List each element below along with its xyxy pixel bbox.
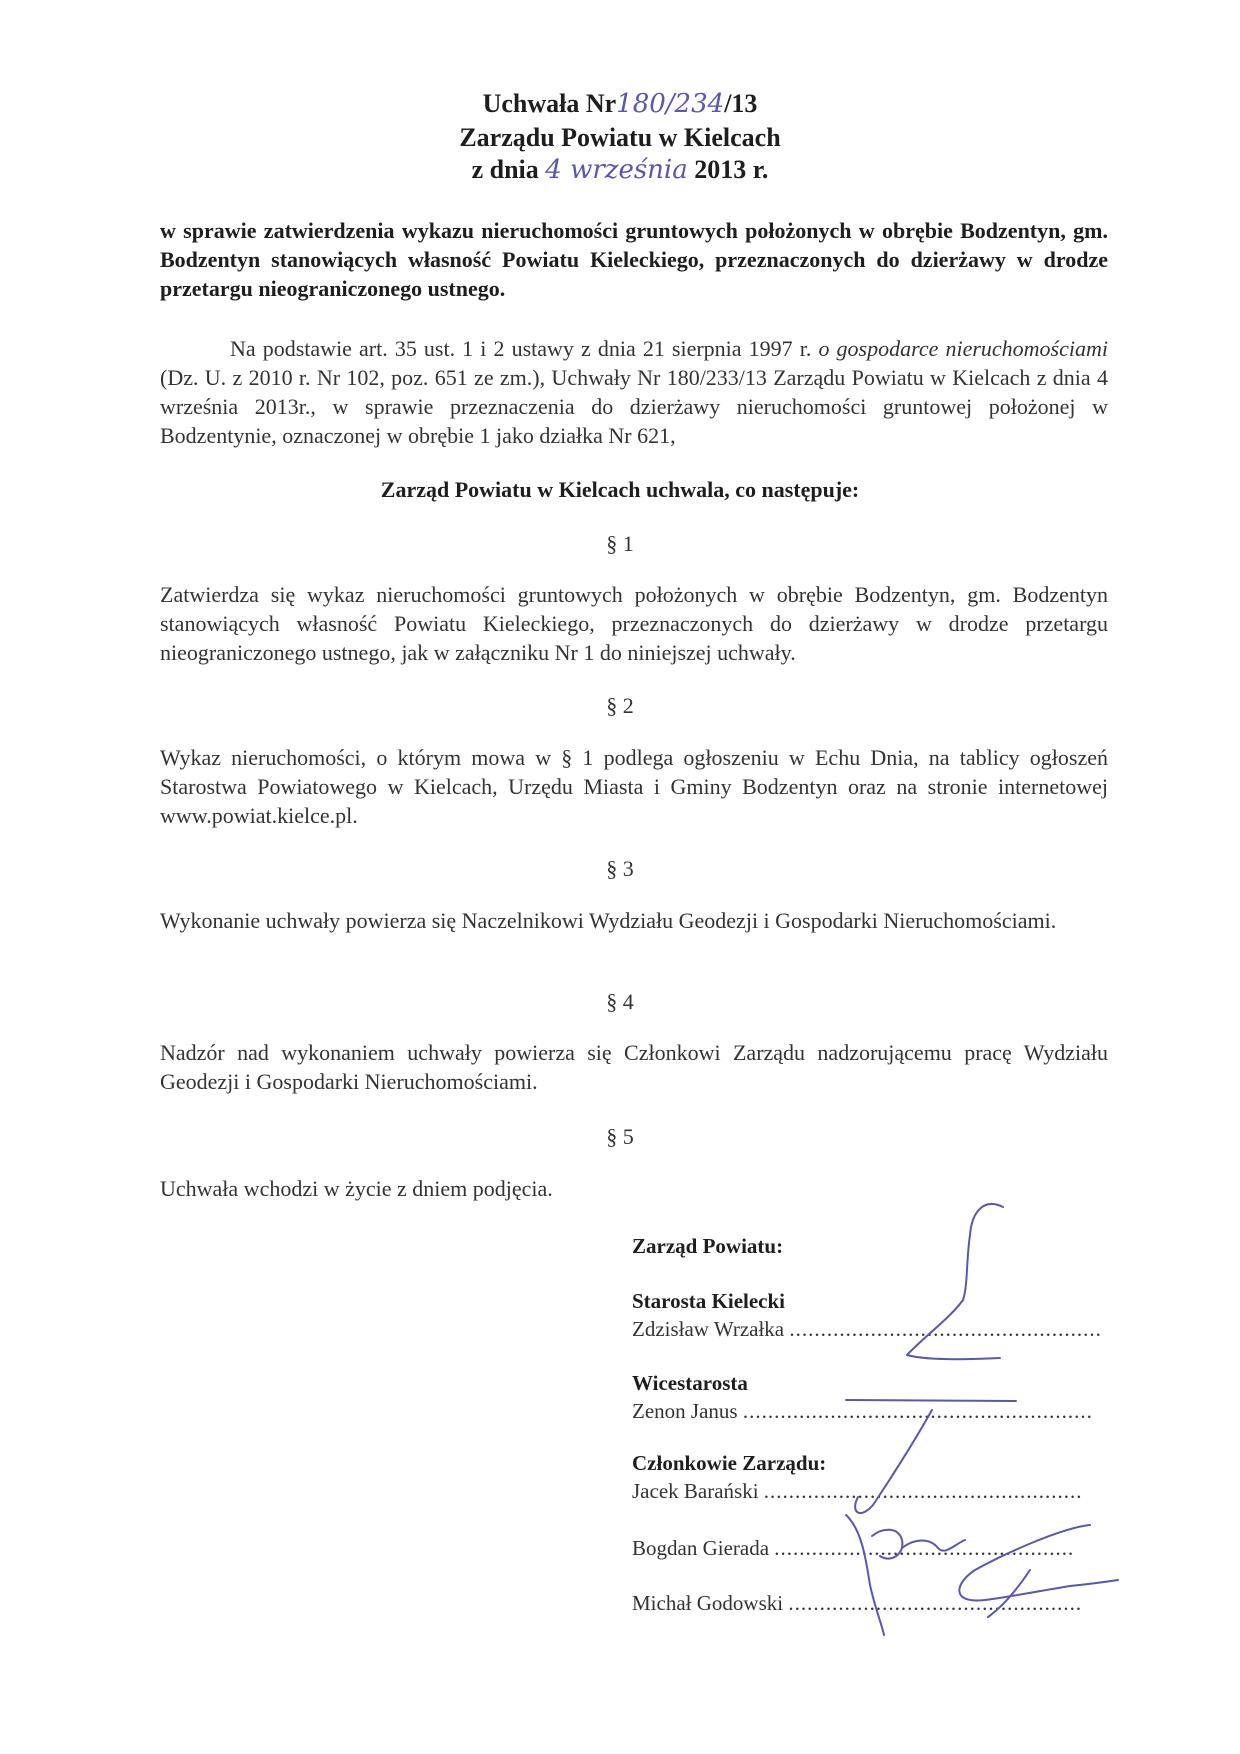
title-suffix: /13 <box>724 89 758 118</box>
wicestarosta-name: Zenon Janus <box>632 1399 738 1423</box>
starosta-line <box>632 1315 1102 1343</box>
act-title: o gospodarce nieruchomościami <box>818 336 1108 361</box>
date-prefix: z dnia <box>471 155 539 184</box>
members-title: Członkowie Zarządu: <box>632 1451 827 1475</box>
section-mark-1: § 1 <box>606 531 634 556</box>
preamble-part2: (Dz. U. z 2010 r. Nr 102, poz. 651 ze zm.), Uchwały Nr 180/233/13 Zarządu Powiatu w Kielcach z dnia 4 września 2013r., w sprawie przeznaczenia do dzierżawy nieruchomości gruntowej położonej w Bodzentynie, oznaczonej w obrębie 1 jako działka Nr 621, <box>160 365 1108 448</box>
board-heading <box>632 1232 783 1260</box>
section-text-4: Nadzór nad wykonaniem uchwały powierza się Członkowi Zarządu nadzorującemu pracę Wydziału Geodezji i Gospodarki Nieruchomościami. <box>160 1040 1108 1094</box>
member-line-3 <box>632 1589 1082 1617</box>
section-text-5: Uchwała wchodzi w życie z dniem podjęcia. <box>160 1176 553 1201</box>
board-label: Zarząd Powiatu: <box>632 1234 784 1258</box>
section-text-3: Wykonanie uchwały powierza się Naczelnikowi Wydziału Geodezji i Gospodarki Nieruchomościami. <box>160 908 1057 933</box>
date-suffix: 2013 r. <box>694 155 769 184</box>
wicestarosta-line <box>632 1397 1093 1425</box>
title-prefix: Uchwała Nr <box>482 89 617 118</box>
member-dots-1: ................................................... <box>763 1479 1083 1503</box>
member-block-3 <box>632 1589 1082 1617</box>
resolves-clause: Zarząd Powiatu w Kielcach uchwala, co następuje: <box>380 477 860 502</box>
section-mark-4: § 4 <box>606 989 634 1014</box>
wicestarosta-dots: ........................................................ <box>742 1399 1093 1423</box>
handwritten-number: 180/234 <box>616 89 725 119</box>
section-text-1: Zatwierdza się wykaz nieruchomości gruntowych położonych w obrębie Bodzentyn, gm. Bodzentyn stanowiących własność Powiatu Kieleckiego, przeznaczonych do dzierżawy w drodze przetargu nieograniczonego ustnego, jak w załączniku Nr 1 do niniejszej uchwały. <box>160 582 1108 665</box>
starosta-dots: .................................................. <box>789 1317 1102 1341</box>
starosta-title: Starosta Kielecki <box>632 1289 786 1313</box>
section-mark-5: § 5 <box>606 1124 634 1149</box>
starosta-block <box>632 1287 1102 1343</box>
preamble-part1: Na podstawie art. 35 ust. 1 i 2 ustawy z dnia 21 sierpnia 1997 r. <box>230 336 819 361</box>
member-line-1 <box>632 1477 1083 1505</box>
resolution-subject: w sprawie zatwierdzenia wykazu nieruchomości gruntowych położonych w obrębie Bodzentyn, gm. Bodzentyn stanowiących własność Powiatu Kieleckiego, przeznaczonych do dzierżawy w drodze przetargu nieograniczonego ustnego. <box>160 218 1108 301</box>
section-mark-2: § 2 <box>606 693 634 718</box>
member-block-2 <box>632 1534 1074 1562</box>
preamble <box>160 334 1108 450</box>
signature-member-2 <box>846 1515 965 1635</box>
member-name-1: Jacek Barański <box>632 1479 759 1503</box>
issuing-body: Zarządu Powiatu w Kielcach <box>459 123 781 152</box>
member-name-3: Michał Godowski <box>632 1591 784 1615</box>
section-mark-3: § 3 <box>606 856 634 881</box>
member-dots-2: ................................................ <box>774 1536 1075 1560</box>
resolution-date <box>0 154 1240 186</box>
member-dots-3: ............................................... <box>788 1591 1083 1615</box>
starosta-name: Zdzisław Wrzałka <box>632 1317 785 1341</box>
section-text-2: Wykaz nieruchomości, o którym mowa w § 1 podlega ogłoszeniu w Echu Dnia, na tablicy ogłoszeń Starostwa Powiatowego w Kielcach, Urzędu Miasta i Gminy Bodzentyn oraz na stronie internetowej www.powiat.kielce.pl. <box>160 745 1108 828</box>
member-line-2 <box>632 1534 1074 1562</box>
wicestarosta-title: Wicestarosta <box>632 1371 748 1395</box>
resolution-title <box>0 88 1240 120</box>
member-name-2: Bogdan Gierada <box>632 1536 770 1560</box>
wicestarosta-block <box>632 1369 1093 1425</box>
handwritten-date: 4 września <box>545 155 688 185</box>
members-block <box>632 1449 1083 1505</box>
